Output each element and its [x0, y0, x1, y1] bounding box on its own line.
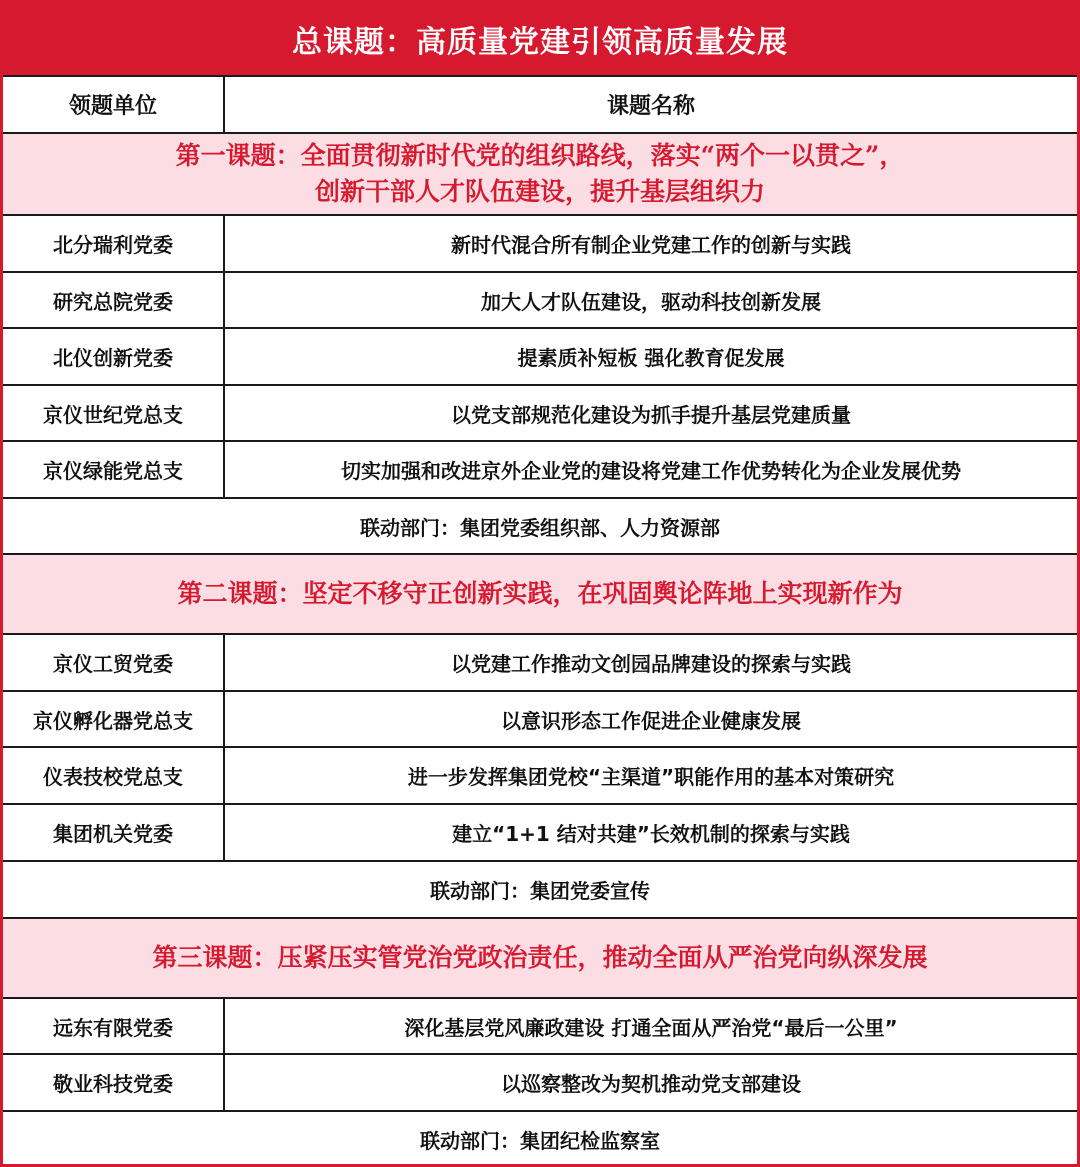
row-unit: 北分瑞利党委 [3, 216, 225, 271]
table-row [3, 635, 1077, 692]
row-unit: 研究总院党委 [3, 273, 225, 327]
section-1-title-line-2: 创新干部人才队伍建设，提升基层组织力 [314, 177, 765, 206]
row-topic: 以意识形态工作促进企业健康发展 [501, 708, 801, 733]
header-name: 课题名称 [606, 94, 695, 119]
main-title: 总课题：高质量党建引领高质量发展 [292, 25, 788, 60]
section-1-title-line-1: 第一课题：全面贯彻新时代党的组织路线，落实“两个一以贯之”， [175, 141, 905, 170]
row-topic: 加大人才队伍建设，驱动科技创新发展 [481, 289, 821, 314]
row-unit: 京仪绿能党总支 [3, 442, 225, 497]
section-2-title [3, 555, 1077, 635]
table-row [3, 442, 1077, 499]
row-unit: 京仪世纪党总支 [3, 386, 225, 440]
table-row [3, 216, 1077, 273]
section-2-liaison: 联动部门：集团党委宣传 [3, 862, 1077, 919]
table-row [3, 273, 1077, 329]
section-3-title [3, 919, 1077, 999]
table-row [3, 748, 1077, 805]
table-header [3, 77, 1077, 134]
row-topic: 以党建工作推动文创园品牌建设的探索与实践 [451, 652, 851, 676]
row-unit: 集团机关党委 [3, 805, 225, 860]
row-topic: 新时代混合所有制企业党建工作的创新与实践 [451, 233, 851, 257]
row-topic: 深化基层党风廉政建设 打通全面从严治党“最后一公里” [404, 1015, 898, 1040]
row-topic: 以党支部规范化建设为抓手提升基层党建质量 [451, 402, 851, 427]
section-2-title-line-1: 第二课题：坚定不移守正创新实践，在巩固舆论阵地上实现新作为 [177, 579, 903, 608]
row-topic: 进一步发挥集团党校“主渠道”职能作用的基本对策研究 [407, 765, 895, 789]
table-row [3, 329, 1077, 386]
row-unit: 仪表技校党总支 [3, 748, 225, 803]
row-topic: 以巡察整改为契机推动党支部建设 [501, 1072, 801, 1096]
section-1-liaison: 联动部门：集团党委组织部、人力资源部 [3, 499, 1077, 555]
table-row [3, 692, 1077, 748]
row-topic: 提素质补短板 强化教育促发展 [517, 346, 785, 370]
section-3-liaison: 联动部门：集团纪检监察室 [420, 1129, 660, 1153]
row-unit: 远东有限党委 [3, 999, 225, 1053]
row-topic: 建立“1+1 结对共建”长效机制的探索与实践 [452, 822, 850, 846]
main-title-bar [3, 3, 1077, 77]
row-unit: 京仪工贸党委 [3, 635, 225, 690]
table-row [3, 999, 1077, 1055]
row-unit: 北仪创新党委 [3, 329, 225, 384]
row-unit: 京仪孵化器党总支 [3, 692, 225, 746]
table-row [3, 386, 1077, 442]
section-1-title [3, 134, 1077, 216]
header-unit: 领题单位 [3, 77, 225, 132]
row-topic: 切实加强和改进京外企业党的建设将党建工作优势转化为企业发展优势 [341, 459, 961, 483]
row-unit: 敬业科技党委 [3, 1055, 225, 1110]
section-3-title-line-1: 第三课题：压紧压实管党治党政治责任，推动全面从严治党向纵深发展 [152, 943, 928, 972]
table-row [3, 1055, 1077, 1112]
table-row [3, 805, 1077, 862]
